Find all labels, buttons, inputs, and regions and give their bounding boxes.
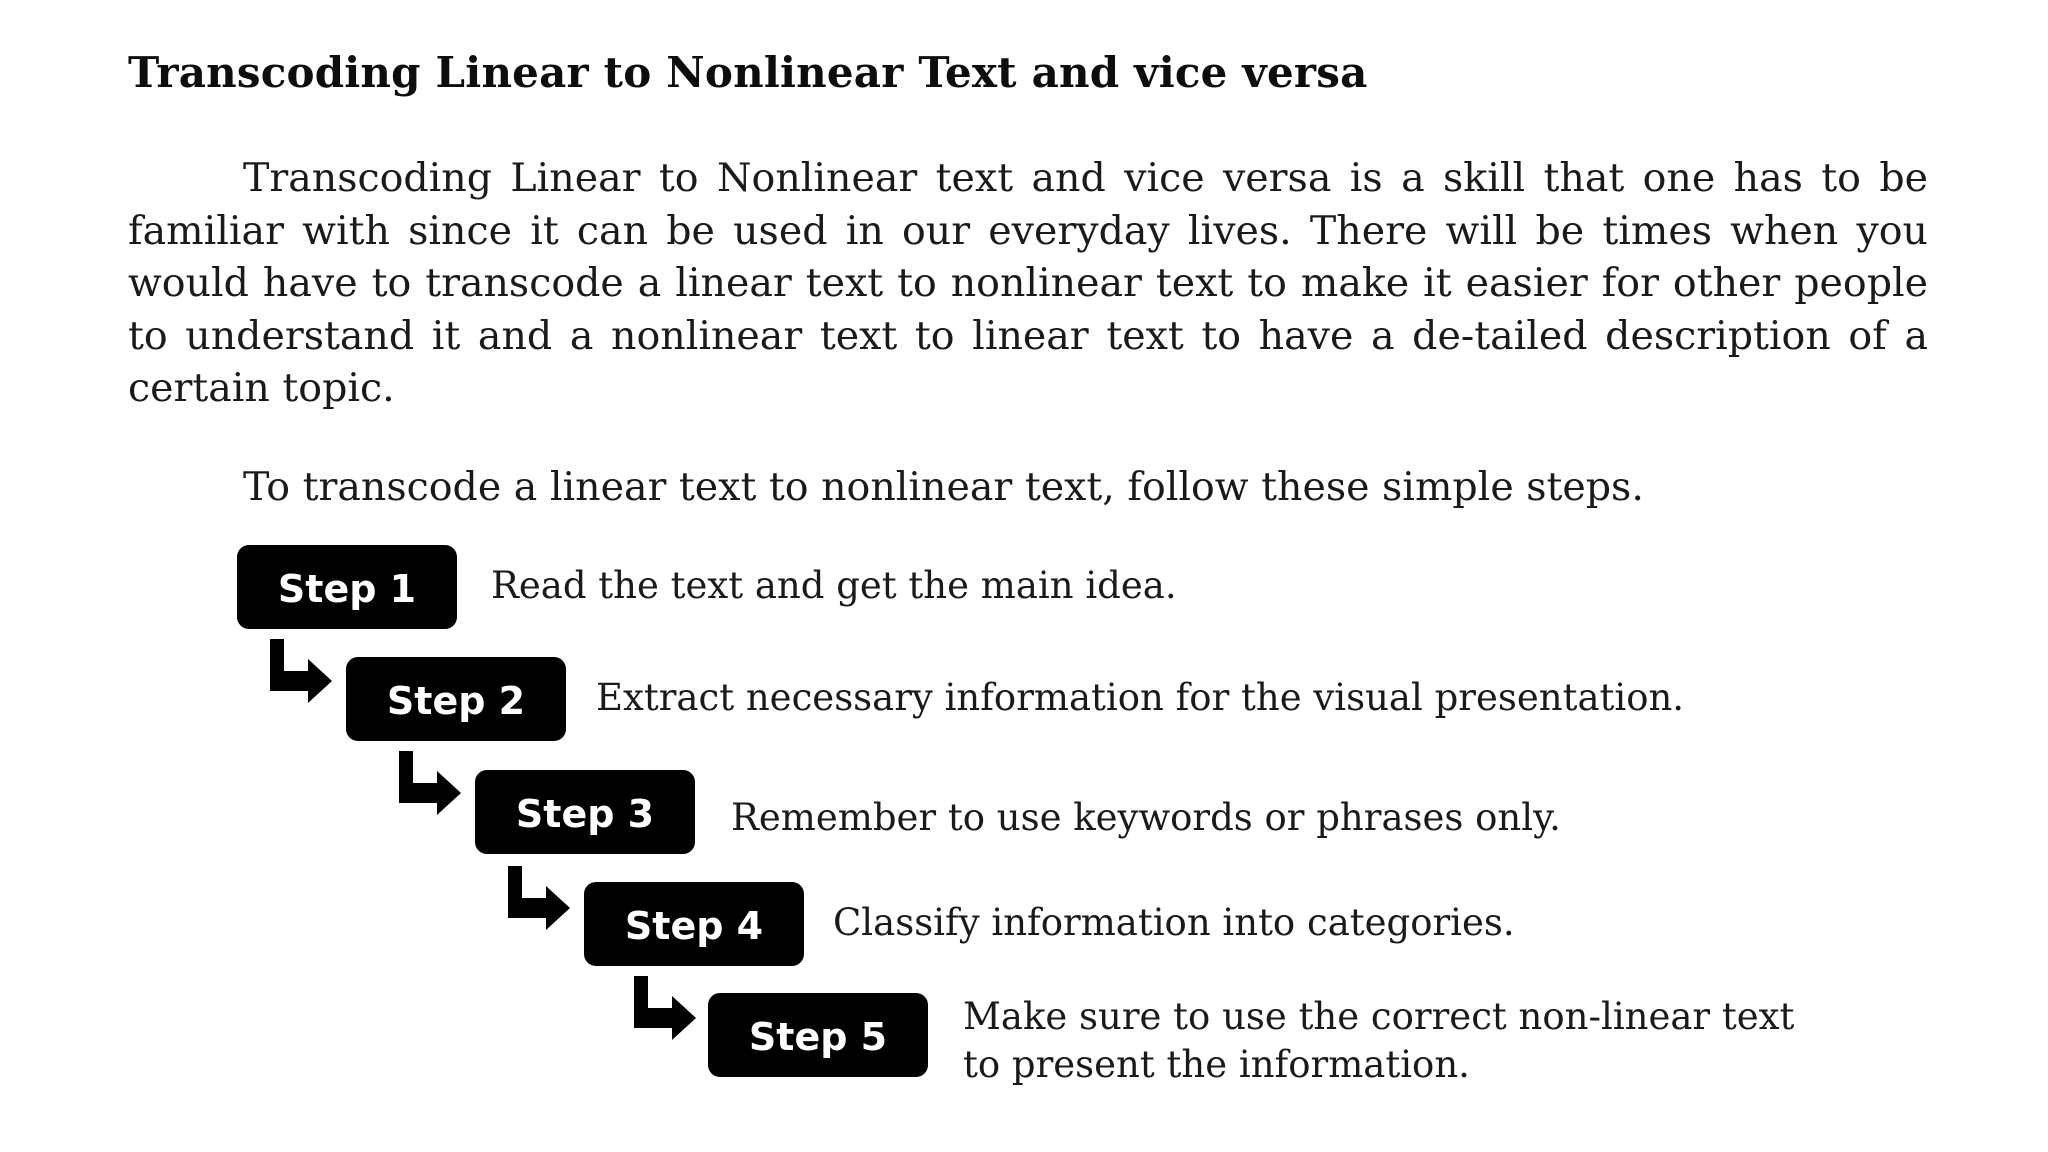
step-4-label: Step 4 [624, 904, 764, 948]
step-2-label: Step 2 [386, 679, 526, 723]
page-title: Transcoding Linear to Nonlinear Text and vice versa [128, 48, 1368, 97]
step-4-box [584, 882, 804, 966]
step-1-box [237, 545, 457, 629]
step-2-box [346, 657, 566, 741]
step-5-text-line-2: to present the information. [963, 1043, 1470, 1086]
intro-paragraph: Transcoding Linear to Nonlinear text and vice versa is a skill that one has to be familiar with since it can be used in our everyday lives. There will be times when you would have to transcode a linear text to nonlinear text to make it easier for other people to understand it and a nonlinear text to linear text to have a de-tailed description of a certain topic. [128, 155, 1928, 411]
step-1-text: Read the text and get the main idea. [491, 564, 1177, 607]
step-5-box [708, 993, 928, 1077]
step-5-text-line-1: Make sure to use the correct non-linear text [963, 995, 1795, 1038]
step-1-label: Step 1 [277, 567, 417, 611]
elbow-arrow-icon [397, 751, 463, 823]
step-4-text: Classify information into categories. [833, 901, 1515, 944]
step-5-text [963, 993, 1794, 1089]
step-3-label: Step 3 [515, 792, 655, 836]
steps-lead-in: To transcode a linear text to nonlinear text, follow these simple steps. [243, 464, 1644, 510]
step-3-text: Remember to use keywords or phrases only. [731, 796, 1561, 839]
step-3-box [475, 770, 695, 854]
elbow-arrow-icon [632, 976, 698, 1048]
elbow-arrow-icon [268, 639, 334, 711]
step-2-text: Extract necessary information for the visual presentation. [596, 676, 1685, 719]
step-5-label: Step 5 [748, 1015, 888, 1059]
elbow-arrow-icon [506, 866, 572, 938]
